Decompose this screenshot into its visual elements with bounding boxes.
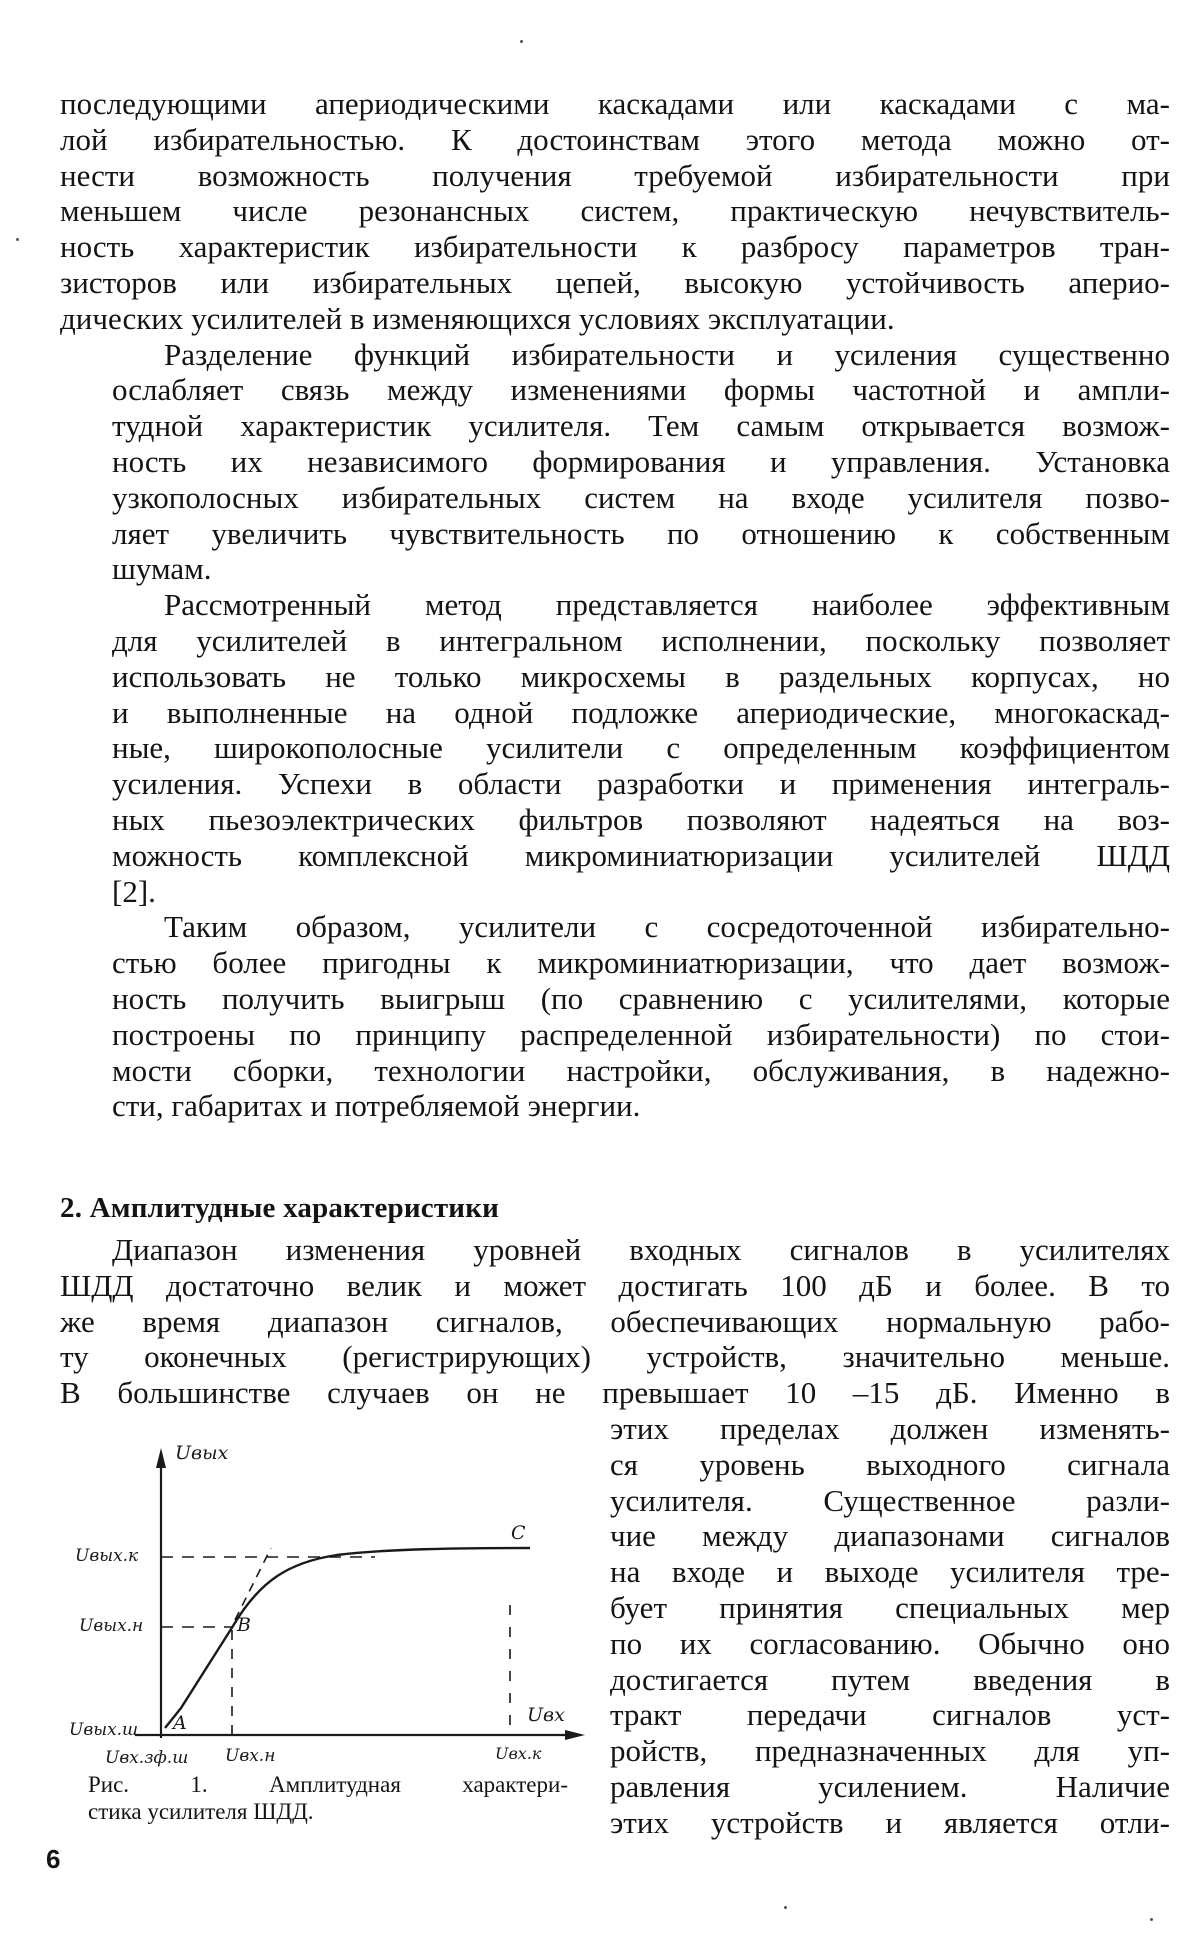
text-line: ные, широкополосные усилители с определенным коэффициентом: [60, 730, 1170, 766]
body-text: [60, 86, 1170, 1124]
scan-speck: [16, 238, 19, 241]
text-line: ся уровень выходного сигнала: [610, 1447, 1170, 1483]
text-line: лой избирательностью. К достоинствам этого метода можно от-: [60, 122, 1170, 158]
label-y-level-sh: Uвых.ш: [69, 1720, 138, 1740]
label-x-axis: Uвх: [527, 1704, 565, 1726]
text-line: ШДД достаточно велик и может достигать 100 дБ и более. В то: [60, 1268, 1170, 1304]
text-line: Рис. 1. Амплитудная характери-: [88, 1771, 568, 1798]
text-line: равления усилением. Наличие: [610, 1769, 1170, 1805]
section-paragraph-wrapped: [610, 1411, 1170, 1841]
text-line: меньшем числе резонансных систем, практическую нечувствитель-: [60, 193, 1170, 229]
text-line: нести возможность получения требуемой избирательности при: [60, 158, 1170, 194]
text-line: этих пределах должен изменять-: [610, 1411, 1170, 1447]
section-heading: 2. Амплитудные характеристики: [60, 1192, 499, 1225]
text-line: Рассмотренный метод представляется наиболее эффективным: [60, 587, 1170, 623]
label-x-tick-sh: Uвх.зф.ш: [105, 1748, 188, 1768]
paragraph: [60, 337, 1170, 588]
text-line: стика усилителя ШДД.: [88, 1798, 568, 1825]
text-line: ных пьезоэлектрических фильтров позволяют надеяться на воз-: [60, 802, 1170, 838]
page-number: 6: [46, 1844, 60, 1875]
text-line: для усилителей в интегральном исполнении, поскольку позволяет: [60, 623, 1170, 659]
label-y-level-k: Uвых.к: [75, 1546, 138, 1566]
text-line: ослабляет связь между изменениями формы частотной и ампли-: [60, 372, 1170, 408]
text-line: последующими апериодическими каскадами или каскадами с ма-: [60, 86, 1170, 122]
figure-plot: [75, 1440, 590, 1780]
text-line: ность характеристик избирательности к разбросу параметров тран-: [60, 229, 1170, 265]
text-line: Разделение функций избирательности и усиления существенно: [60, 337, 1170, 373]
text-line: же время диапазон сигналов, обеспечивающих нормальную рабо-: [60, 1304, 1170, 1340]
paragraph: [60, 86, 1170, 337]
text-line: Таким образом, усилители с сосредоточенной избирательно-: [60, 909, 1170, 945]
scan-speck: [520, 40, 523, 43]
text-line: зисторов или избирательных цепей, высокую устойчивость аперио-: [60, 265, 1170, 301]
text-line: по их согласованию. Обычно оно: [610, 1626, 1170, 1662]
text-line: узкополосных избирательных систем на входе усилителя позво-: [60, 480, 1170, 516]
text-line: ройств, предназначенных для уп-: [610, 1733, 1170, 1769]
text-line: усиления. Успехи в области разработки и применения интеграль-: [60, 766, 1170, 802]
label-point-b: B: [237, 1614, 251, 1636]
paragraph: [610, 1411, 1170, 1841]
characteristic-curve: [165, 1548, 530, 1728]
paragraph: [60, 909, 1170, 1124]
text-line: ность получить выигрыш (по сравнению с усилителями, которые: [60, 981, 1170, 1017]
figure-caption: [88, 1771, 568, 1825]
text-line: стью более пригодны к микроминиатюризации, что дает возмож-: [60, 945, 1170, 981]
scan-speck: [784, 1906, 787, 1909]
text-line: можность комплексной микроминиатюризации усилителей ШДД: [60, 838, 1170, 874]
text-line: тудной характеристик усилителя. Тем самым открывается возмож-: [60, 408, 1170, 444]
text-line: усилителя. Существенное разли-: [610, 1483, 1170, 1519]
text-line: дических усилителей в изменяющихся условиях эксплуатации.: [60, 301, 1170, 337]
text-line: ту оконечных (регистрирующих) устройств, значительно меньше.: [60, 1339, 1170, 1375]
y-axis-arrow: [156, 1448, 166, 1468]
figure-amplitude-characteristic: [75, 1440, 590, 1820]
text-line: В большинстве случаев он не превышает 10 –15 дБ. Именно в: [60, 1375, 1170, 1411]
label-x-tick-n: Uвх.н: [225, 1746, 275, 1766]
label-y-level-n: Uвых.н: [79, 1616, 143, 1636]
text-line: ляет увеличить чувствительность по отношению к собственным: [60, 516, 1170, 552]
text-line: этих устройств и является отли-: [610, 1805, 1170, 1841]
label-point-a: A: [173, 1712, 187, 1734]
scan-speck: [1150, 1918, 1153, 1921]
text-line: мости сборки, технологии настройки, обслуживания, в надежно-: [60, 1053, 1170, 1089]
text-line: и выполненные на одной подложке апериодические, многокаскад-: [60, 695, 1170, 731]
text-line: сти, габаритах и потребляемой энергии.: [60, 1088, 1170, 1124]
text-line: использовать не только микросхемы в раздельных корпусах, но: [60, 659, 1170, 695]
label-y-axis: Uвых: [175, 1442, 228, 1464]
paragraph: [60, 587, 1170, 909]
label-point-c: C: [511, 1522, 526, 1544]
paragraph: [60, 1232, 1170, 1411]
label-x-tick-k: Uвх.к: [495, 1744, 541, 1763]
book-page: [0, 0, 1200, 1935]
text-line: шумам.: [60, 551, 1170, 587]
text-line: чие между диапазонами сигналов: [610, 1518, 1170, 1554]
text-line: построены по принципу распределенной избирательности) по стои-: [60, 1017, 1170, 1053]
text-line: [2].: [60, 874, 1170, 910]
text-line: ность их независимого формирования и управления. Установка: [60, 444, 1170, 480]
section-paragraph-full-width: [60, 1232, 1170, 1411]
text-line: достигается путем введения в: [610, 1662, 1170, 1698]
text-line: бует принятия специальных мер: [610, 1590, 1170, 1626]
x-axis-arrow: [565, 1730, 585, 1740]
text-line: Диапазон изменения уровней входных сигналов в усилителях: [60, 1232, 1170, 1268]
text-line: на входе и выходе усилителя тре-: [610, 1554, 1170, 1590]
text-line: тракт передачи сигналов уст-: [610, 1697, 1170, 1733]
